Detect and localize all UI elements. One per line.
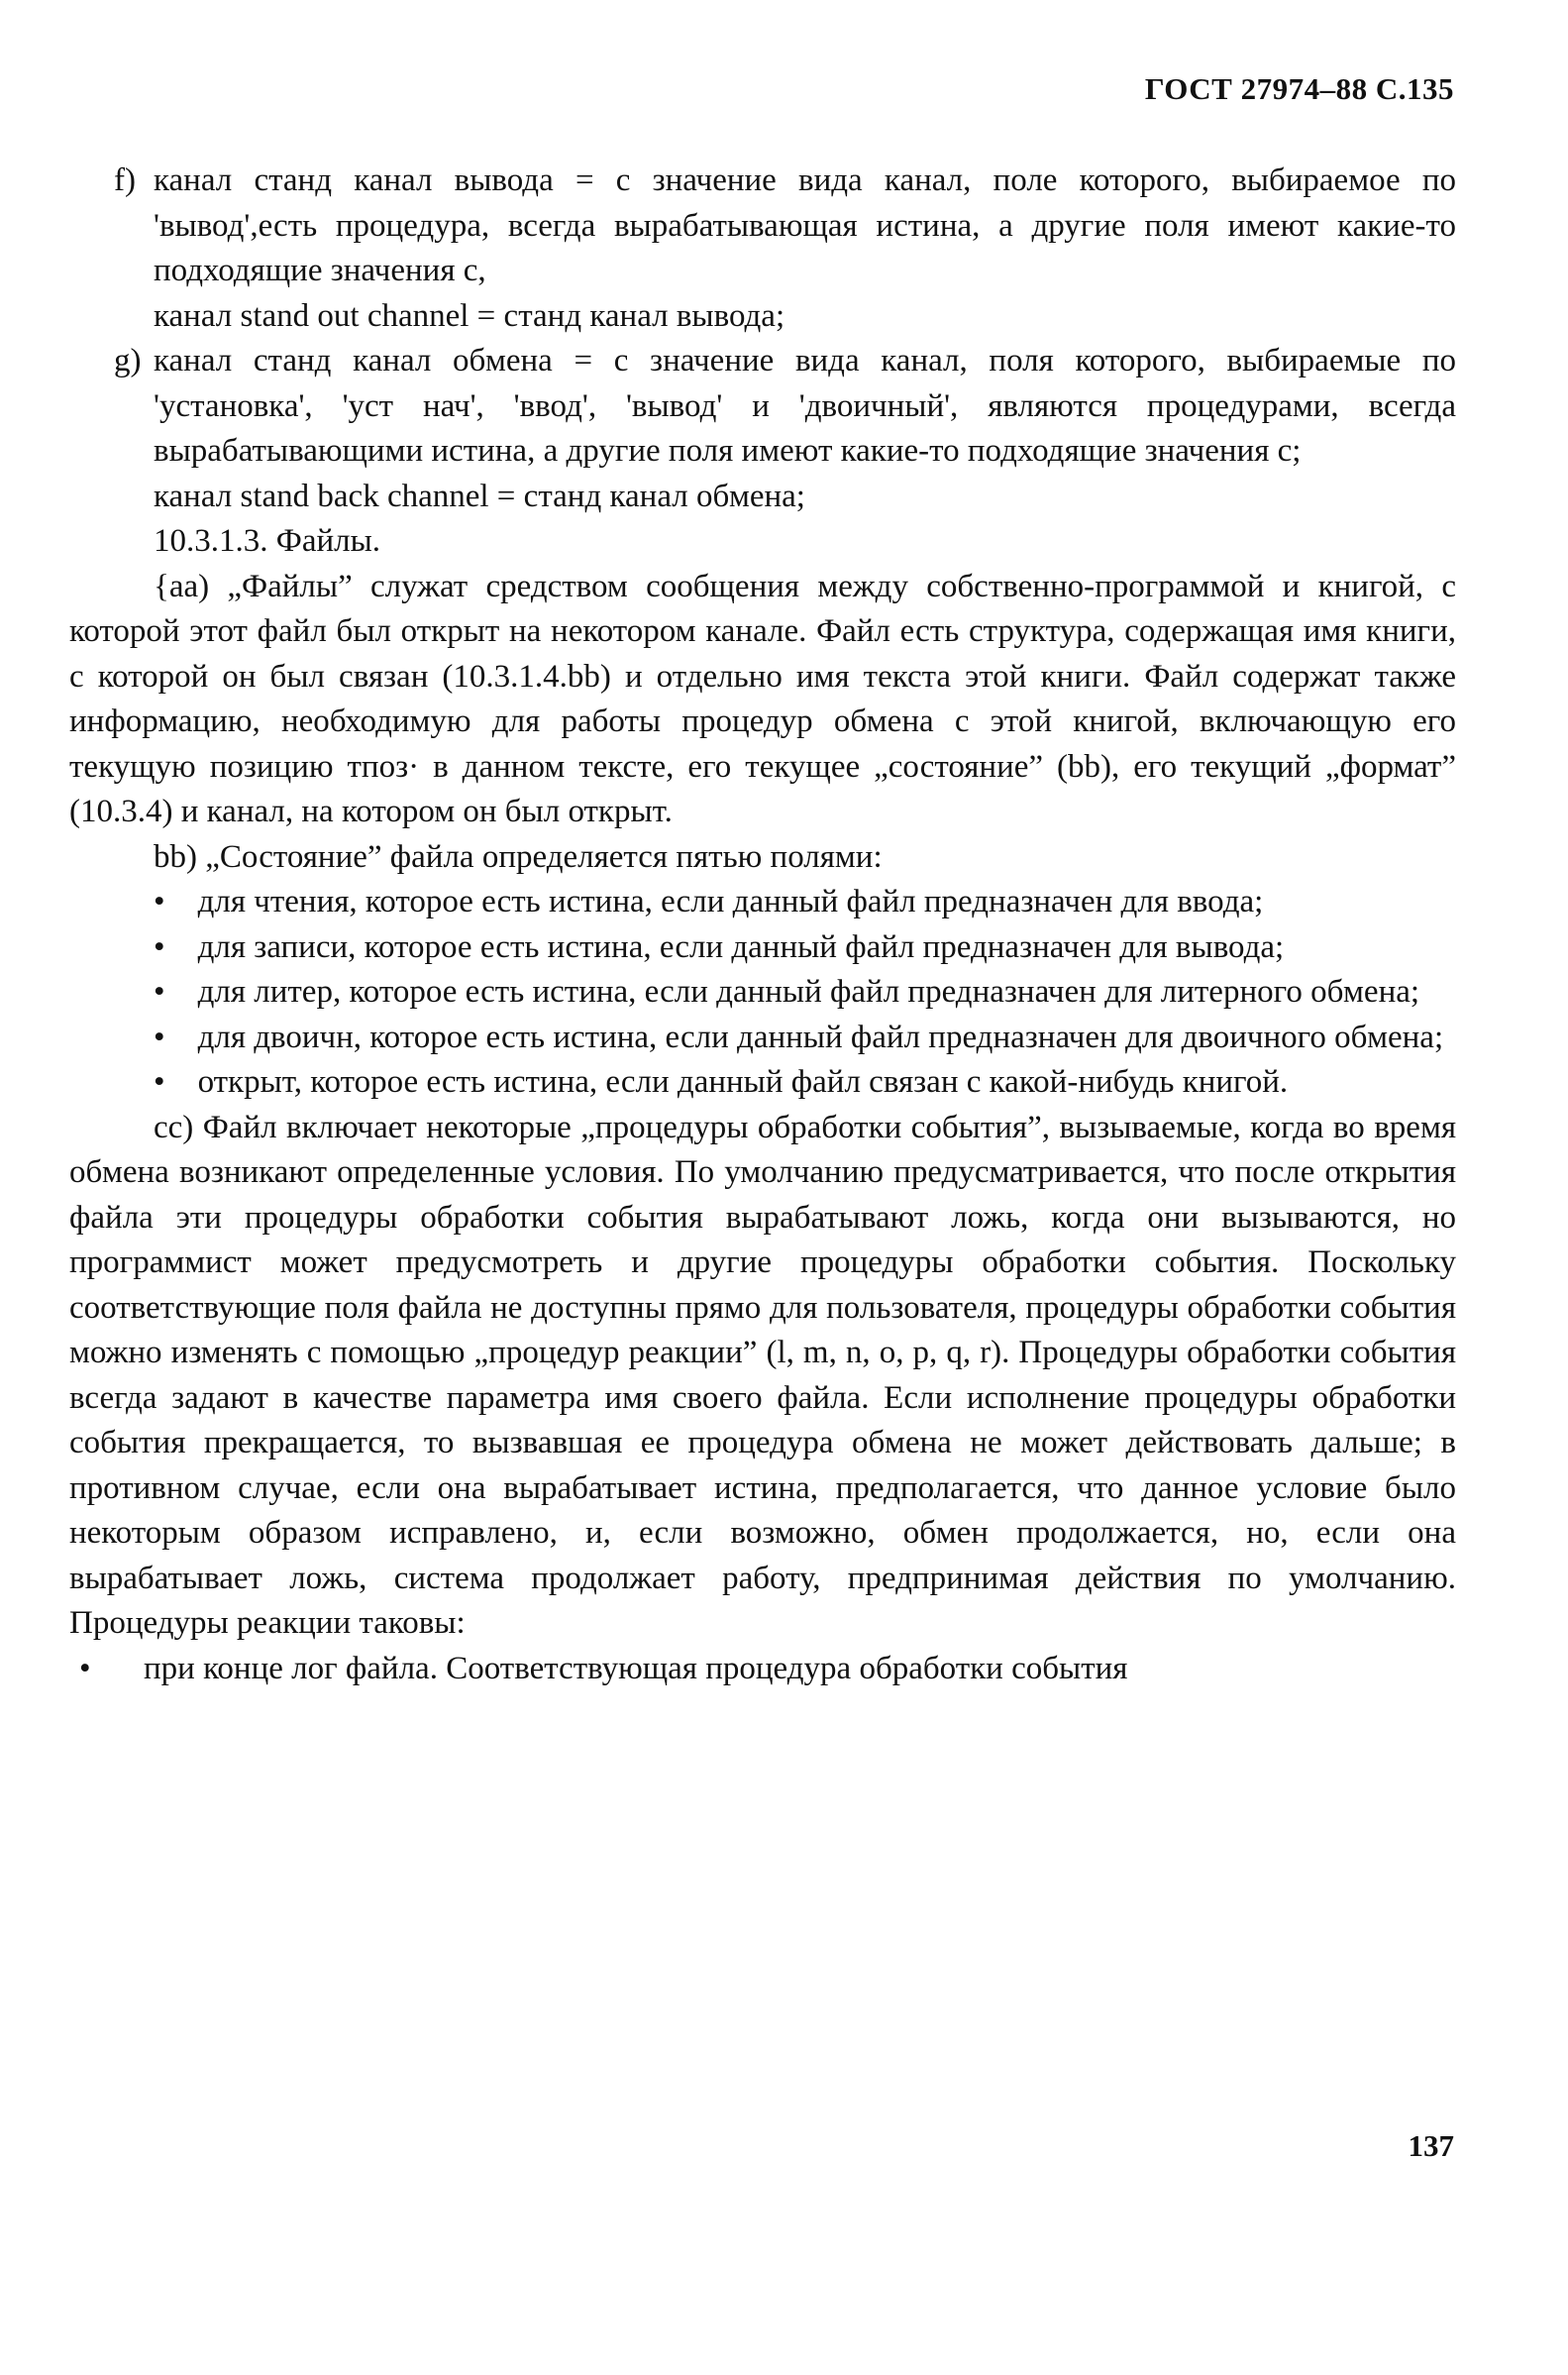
- page-header: ГОСТ 27974–88 С.135: [1144, 71, 1454, 106]
- bullet-symbol: •: [154, 928, 165, 965]
- list-item: [69, 880, 1456, 925]
- list-item-text: для литер, которое есть истина, если данный файл предназначен для литерного обмена;: [197, 974, 1420, 1010]
- bullet-symbol: •: [154, 974, 165, 1010]
- item-f: [69, 159, 1456, 294]
- section-title: 10.3.1.3. Файлы.: [154, 523, 381, 559]
- list-item-text: для двоичн, которое есть истина, если данный файл предназначен для двоичного обмена;: [197, 1019, 1444, 1055]
- list-item: [69, 1060, 1456, 1106]
- item-g-label: g): [114, 343, 142, 378]
- page-number: 137: [1408, 2128, 1454, 2163]
- item-g-code-line: канал stand back channel = станд канал обмена;: [154, 478, 805, 514]
- list-item-text: при конце лог файла. Соответствующая процедура обработки события: [144, 1650, 1128, 1686]
- item-f-text: канал станд канал вывода = с значение вида канал, поле которого, выбираемое по 'вывод',есть процедура, всегда вырабатывающая истина, а другие поля имеют какие-то подходящие значения с,: [154, 162, 1456, 288]
- list-item-last: [69, 1647, 1456, 1692]
- document-body: [69, 159, 1456, 1691]
- item-g-text: канал станд канал обмена = с значение вида канал, поля которого, выбираемые по 'установка', 'уст нач', 'ввод', 'вывод' и 'двоичный', являются процедурами, всегда вырабатывающими истина, а другие поля имеют какие-то подходящие значения с;: [154, 343, 1456, 469]
- list-item: [69, 925, 1456, 971]
- item-f-code-line: канал stand out channel = станд канал вывода;: [154, 297, 785, 334]
- list-item-text: для чтения, которое есть истина, если данный файл предназначен для ввода;: [197, 884, 1264, 919]
- list-item-text: открыт, которое есть истина, если данный файл связан с какой-нибудь книгой.: [197, 1064, 1289, 1100]
- bb-bullet-list: [69, 880, 1456, 1106]
- list-item: [69, 970, 1456, 1016]
- bullet-symbol: •: [79, 1650, 91, 1686]
- item-g: [69, 339, 1456, 475]
- paragraph-bb-intro: bb) „Состояние” файла определяется пятью полями:: [154, 838, 883, 875]
- paragraph-cc: сс) Файл включает некоторые „процедуры обработки события”, вызываемые, когда во время обмена возникают определенные условия. По умолчанию предусматривается, что после открытия файла эти процедуры обработки события вырабатывают ложь, когда они вызываются, но программист может предусмотреть и другие процедуры обработки события. Поскольку соответствующие поля файла не доступны прямо для пользователя, процедуры обработки события можно изменять с помощью „процедур реакции” (l, m, n, o, p, q, r). Процедуры обработки события всегда задают в качестве параметра имя своего файла. Если исполнение процедуры обработки события прекращается, то вызвавшая ее процедура обмена не может действовать дальше; в противном случае, если она вырабатывает истина, предполагается, что данное условие было некоторым образом исправлено, и, если возможно, обмен продолжается, но, если она вырабатывает ложь, система продолжает работу, предпринимая действия по умолчанию. Процедуры реакции таковы:: [69, 1109, 1456, 1641]
- list-item-text: для записи, которое есть истина, если данный файл предназначен для вывода;: [197, 928, 1285, 965]
- list-item: [69, 1016, 1456, 1061]
- bullet-symbol: •: [154, 884, 165, 919]
- bullet-symbol: •: [154, 1064, 165, 1100]
- bullet-symbol: •: [154, 1019, 165, 1055]
- item-f-label: f): [114, 162, 136, 198]
- paragraph-aa: {аа) „Файлы” служат средством сообщения между собственно-программой и книгой, с которой этот файл был открыт на некотором канале. Файл есть структура, содержащая имя книги, с которой он был связан (10.3.1.4.bb) и отдельно имя текста этой книги. Файл содержат также информацию, необходимую для работы процедур обмена с этой книгой, включающую его текущую позицию тпоз· в данном тексте, его текущее „состояние” (bb), его текущий „формат” (10.3.4) и канал, на котором он был открыт.: [69, 568, 1456, 829]
